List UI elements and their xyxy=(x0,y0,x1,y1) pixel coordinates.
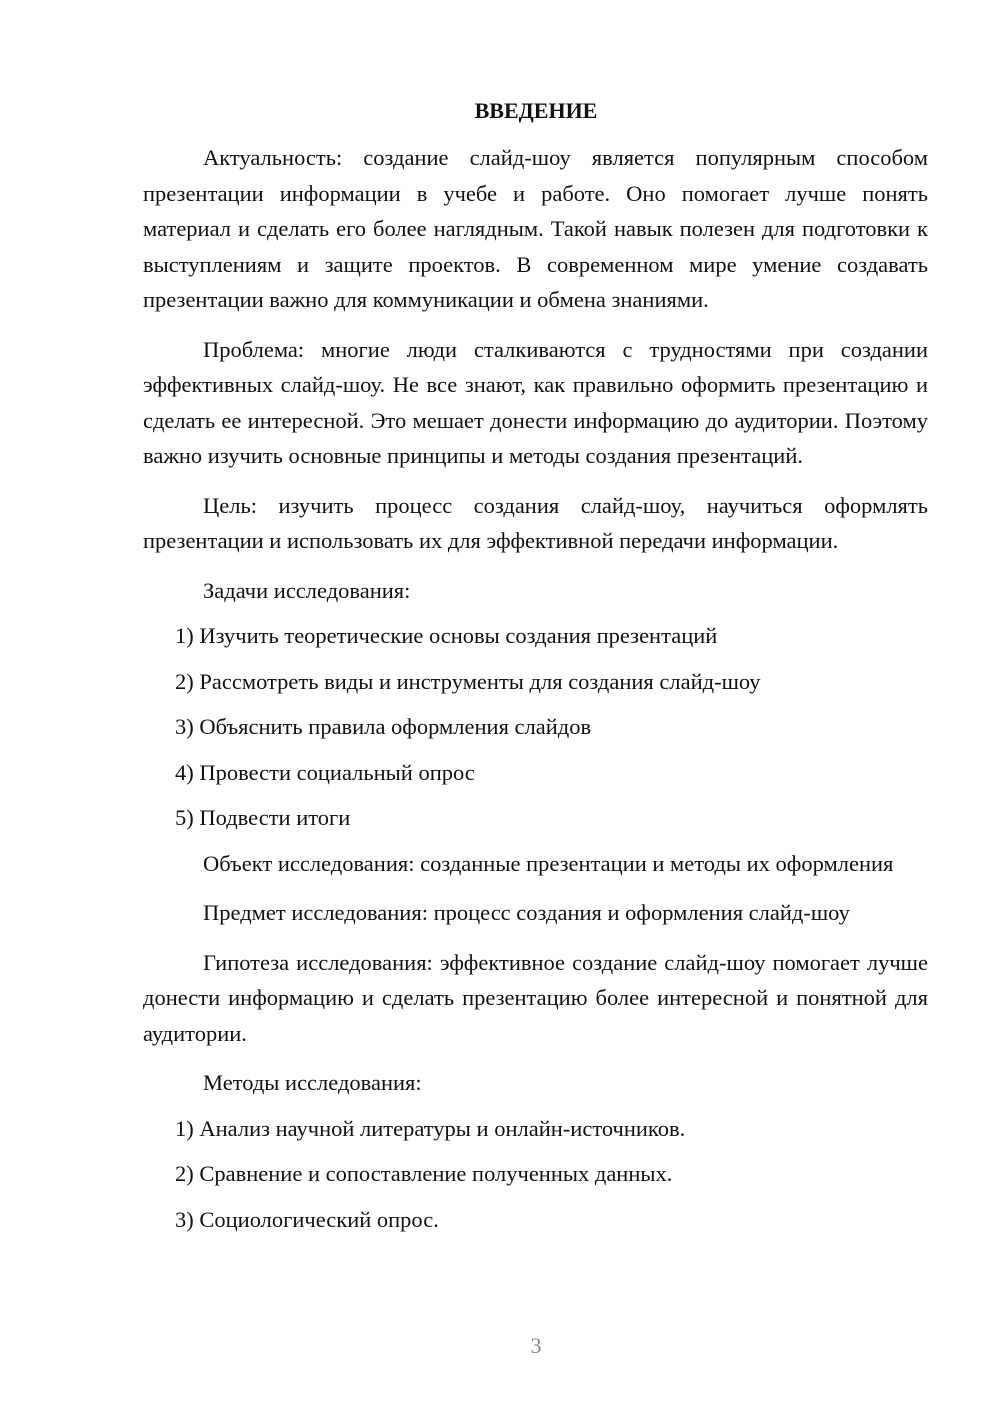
list-item: 4) Провести социальный опрос xyxy=(175,759,475,785)
list-item: 2) Рассмотреть виды и инструменты для создания слайд-шоу xyxy=(175,668,761,694)
list-item: 3) Социологический опрос. xyxy=(175,1206,439,1232)
goal-paragraph: Цель: изучить процесс создания слайд-шоу, научиться оформлять презентации и использовать их для эффективной передачи информации. xyxy=(143,492,928,553)
tasks-heading: Задачи исследования: xyxy=(203,577,411,603)
list-item: 5) Подвести итоги xyxy=(175,805,351,830)
methods-list xyxy=(143,1111,928,1238)
tasks-list xyxy=(143,618,928,836)
methods-heading: Методы исследования: xyxy=(203,1070,422,1095)
subject-paragraph: Предмет исследования: процесс создания и оформления слайд-шоу xyxy=(203,900,850,925)
page-number: 3 xyxy=(530,1333,542,1358)
list-item: 1) Изучить теоретические основы создания презентаций xyxy=(175,623,718,648)
list-item: 2) Сравнение и сопоставление полученных данных. xyxy=(175,1161,673,1186)
problem-paragraph: Проблема: многие люди сталкиваются с трудностями при создании эффективных слайд-шоу. Не все знают, как правильно оформить презентацию и сделать ее интересной. Это мешает донести информацию до аудитории. Поэтому важно изучить основные принципы и методы создания презентаций. xyxy=(143,336,928,468)
relevance-paragraph: Актуальность: создание слайд-шоу является популярным способом презентации информации в учебе и работе. Оно помогает лучше понять материал и сделать его более наглядным. Такой навык полезен для подготовки к выступлениям и защите проектов. В современном мире умение создавать презентации важно для коммуникации и обмена знаниями. xyxy=(143,145,928,312)
hypothesis-paragraph: Гипотеза исследования: эффективное создание слайд-шоу помогает лучше донести информацию и сделать презентацию более интересной и понятной для аудитории. xyxy=(143,949,928,1046)
document-body xyxy=(143,140,928,1247)
list-item: 3) Объяснить правила оформления слайдов xyxy=(175,714,592,739)
object-paragraph: Объект исследования: созданные презентации и методы их оформления xyxy=(203,850,894,876)
page-title: ВВЕДЕНИЕ xyxy=(474,98,598,123)
list-item: 1) Анализ научной литературы и онлайн-источников. xyxy=(175,1115,686,1141)
